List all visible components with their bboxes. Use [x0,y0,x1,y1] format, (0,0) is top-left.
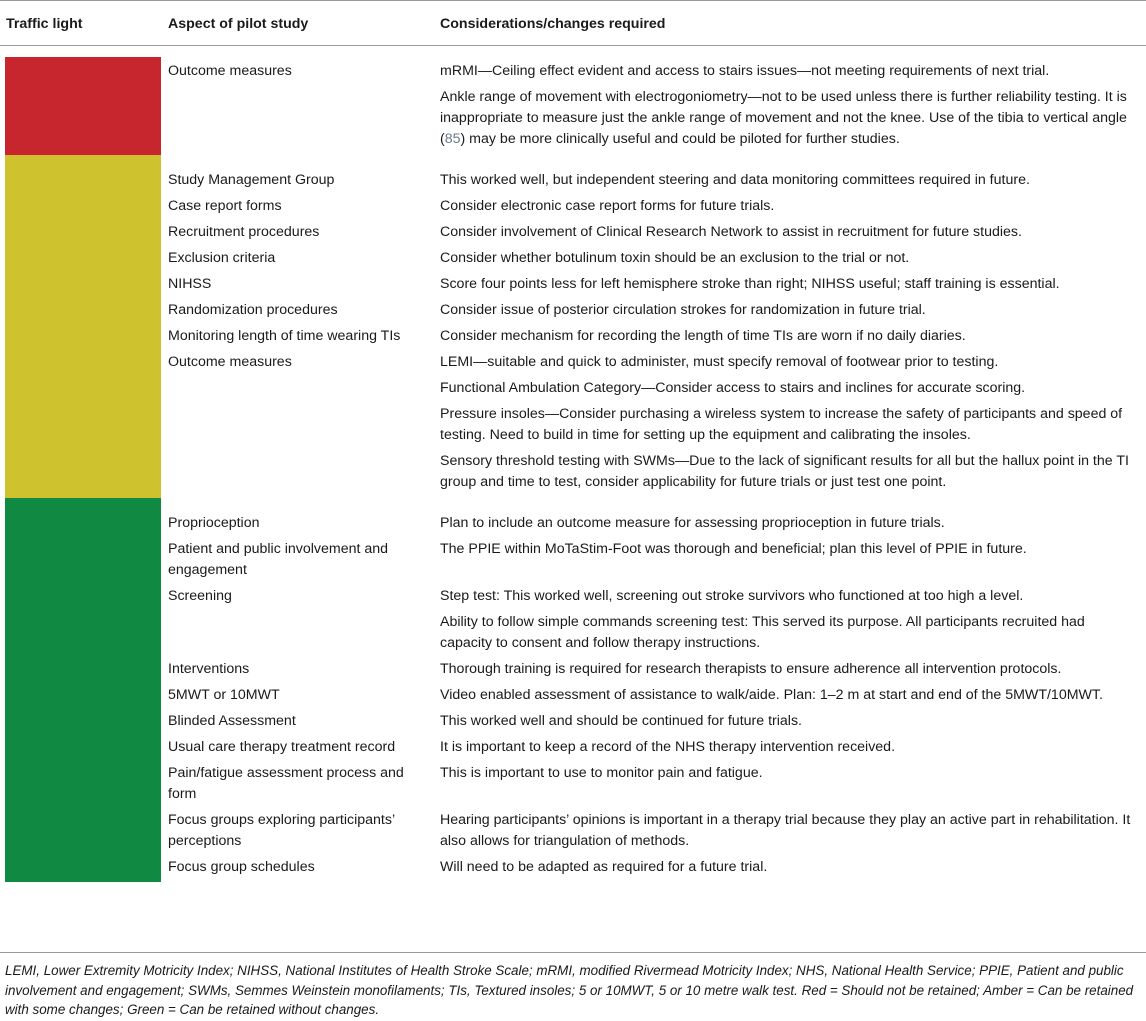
considerations-cell [436,300,1146,326]
traffic-light-cell-green [0,498,164,887]
aspect-cell [164,763,436,810]
considerations-cell [436,737,1146,763]
consideration-text: It is important to keep a record of the NHS therapy intervention received. [440,739,896,755]
considerations-cell [436,222,1146,248]
aspect-label: Study Management Group [168,172,335,188]
aspect-cell [164,300,436,326]
aspect-label: Focus group schedules [168,859,315,875]
aspect-cell [164,737,436,763]
consideration-text: Consider involvement of Clinical Research Network to assist in recruitment for future studies. [440,224,1022,240]
consideration-text: Consider issue of posterior circulation strokes for randomization in future trial. [440,302,926,318]
column-header-traffic-light: Traffic light [0,1,164,46]
aspect-cell [164,352,436,498]
considerations-cell [436,685,1146,711]
traffic-light-swatch-green [5,498,161,882]
aspect-label: 5MWT or 10MWT [168,687,280,703]
aspect-cell [164,659,436,685]
aspect-cell [164,46,436,156]
table-row [0,326,1146,352]
aspect-label: Screening [168,588,232,604]
consideration-text: Hearing participants’ opinions is important in a therapy trial because they play an active part in rehabilitation. It also allows for triangulation of methods. [440,812,1131,849]
table-row [0,711,1146,737]
aspect-label: Outcome measures [168,63,292,79]
column-header-considerations: Considerations/changes required [436,1,1146,46]
consideration-text: Sensory threshold testing with SWMs—Due to the lack of significant results for all but the hallux point in the TI group and time to test, consider applicability for future trials or just test one point. [440,453,1129,490]
aspect-cell [164,155,436,196]
footnote-divider [0,952,1146,953]
consideration-text: Will need to be adapted as required for a future trial. [440,859,768,875]
considerations-cell [436,248,1146,274]
aspect-cell [164,248,436,274]
aspect-label: Focus groups exploring participants’ perceptions [168,812,395,849]
aspect-cell [164,498,436,539]
aspect-label: Proprioception [168,515,260,531]
table-footnote: LEMI, Lower Extremity Motricity Index; NIHSS, National Institutes of Health Stroke Scale; mRMI, modified Rivermead Motricity Index; NHS, National Health Service; PPIE, Patient and public involvement and engagement; SWMs, Semmes Weinstein monofilaments; TIs, Textured insoles; 5 or 10MWT, 5 or 10 metre walk test. Red = Should not be retained; Amber = Can be retained with some changes; Green = Can be retained without changes. [5,963,1134,1017]
table-row [0,539,1146,586]
consideration-text: Pressure insoles—Consider purchasing a wireless system to increase the safety of participants and speed of testing. Need to build in time for setting up the equipment and calibrating the insoles. [440,406,1123,443]
table-row [0,737,1146,763]
table-body [0,46,1146,888]
traffic-light-cell-red [0,46,164,156]
aspect-cell [164,326,436,352]
reference-link[interactable]: 85 [444,131,461,147]
aspect-cell [164,196,436,222]
aspect-cell [164,539,436,586]
considerations-cell [436,498,1146,539]
considerations-cell [436,711,1146,737]
consideration-text: This worked well and should be continued for future trials. [440,713,802,729]
table-row [0,46,1146,156]
table-row [0,222,1146,248]
table-row [0,810,1146,857]
aspect-cell [164,586,436,659]
considerations-cell [436,857,1146,887]
consideration-text: The PPIE within MoTaStim-Foot was thorough and beneficial; plan this level of PPIE in future. [440,541,1027,557]
aspect-cell [164,274,436,300]
considerations-cell [436,326,1146,352]
considerations-cell [436,352,1146,498]
table-row [0,196,1146,222]
table-row [0,659,1146,685]
table-row [0,155,1146,196]
table-header [0,1,1146,46]
aspect-label: Outcome measures [168,354,292,370]
aspect-cell [164,685,436,711]
traffic-light-swatch-amber [5,155,161,498]
consideration-text: Ability to follow simple commands screening test: This served its purpose. All participants recruited had capacity to consent and follow therapy instructions. [440,614,1085,651]
table-row [0,300,1146,326]
consideration-text: Consider mechanism for recording the length of time TIs are worn if no daily diaries. [440,328,966,344]
table-row [0,586,1146,659]
traffic-light-cell-amber [0,155,164,498]
traffic-light-swatch-red [5,57,161,155]
consideration-text: Step test: This worked well, screening out stroke survivors who functioned at too high a level. [440,588,1024,604]
aspect-label: Usual care therapy treatment record [168,739,396,755]
consideration-text: Ankle range of movement with electrogoniometry—not to be used unless there is further reliability testing. It is inappropriate to measure just the ankle range of movement and not the knee. Use of the tibia to vertical angle (85) may be more clinically useful and could be piloted for further studies. [440,89,1127,147]
table-row [0,248,1146,274]
table-row [0,498,1146,539]
aspect-cell [164,711,436,737]
considerations-cell [436,586,1146,659]
aspect-label: Pain/fatigue assessment process and form [168,765,404,802]
consideration-text: Thorough training is required for research therapists to ensure adherence all intervention protocols. [440,661,1062,677]
consideration-text: Functional Ambulation Category—Consider access to stairs and inclines for accurate scoring. [440,380,1026,396]
column-header-aspect: Aspect of pilot study [164,1,436,46]
consideration-text: mRMI—Ceiling effect evident and access to stairs issues—not meeting requirements of next trial. [440,63,1050,79]
aspect-label: Recruitment procedures [168,224,320,240]
aspect-cell [164,810,436,857]
considerations-cell [436,196,1146,222]
aspect-label: Case report forms [168,198,282,214]
considerations-cell [436,659,1146,685]
aspect-label: Randomization procedures [168,302,338,318]
considerations-cell [436,274,1146,300]
table-row [0,763,1146,810]
consideration-text: Plan to include an outcome measure for assessing proprioception in future trials. [440,515,945,531]
consideration-text: Score four points less for left hemisphere stroke than right; NIHSS useful; staff training is essential. [440,276,1060,292]
consideration-text: Consider electronic case report forms for future trials. [440,198,775,214]
considerations-cell [436,155,1146,196]
aspect-cell [164,222,436,248]
aspect-label: Exclusion criteria [168,250,276,266]
aspect-label: NIHSS [168,276,212,292]
aspect-label: Interventions [168,661,250,677]
table-row [0,685,1146,711]
consideration-text: Consider whether botulinum toxin should be an exclusion to the trial or not. [440,250,910,266]
aspect-label: Patient and public involvement and engagement [168,541,389,578]
aspect-label: Monitoring length of time wearing TIs [168,328,401,344]
table-row [0,274,1146,300]
considerations-cell [436,810,1146,857]
consideration-text: This is important to use to monitor pain and fatigue. [440,765,763,781]
table-row [0,857,1146,887]
considerations-cell [436,539,1146,586]
aspect-label: Blinded Assessment [168,713,296,729]
consideration-text: Video enabled assessment of assistance to walk/aide. Plan: 1–2 m at start and end of the 5MWT/10MWT. [440,687,1103,703]
considerations-cell [436,763,1146,810]
aspect-cell [164,857,436,887]
table-row [0,352,1146,498]
considerations-cell [436,46,1146,156]
consideration-text: This worked well, but independent steering and data monitoring committees required in future. [440,172,1030,188]
consideration-text: LEMI—suitable and quick to administer, must specify removal of footwear prior to testing. [440,354,999,370]
